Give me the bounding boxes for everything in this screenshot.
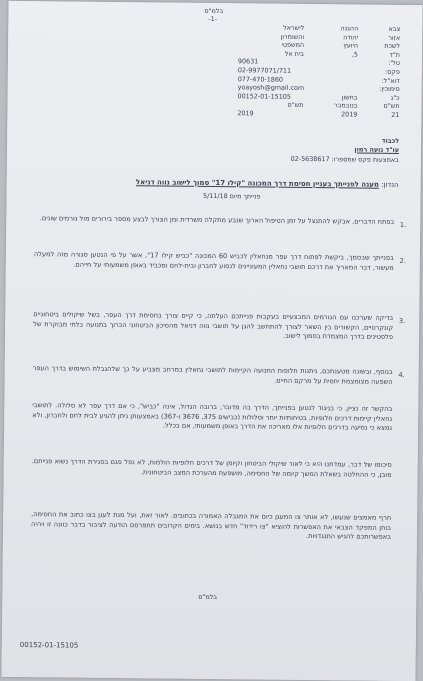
paragraph-4-cont-a: בהקשר זה נציין, כי בניגוד לנטען בפנייתך, הדרך בה מדובר, ברובה הגדול, אינה "כביש", כי אם דרך עפר לא סלולה. לתושבי נחאלין קיימות דרכים חלופיות, בטיחותיות יותר וסלולות (כבישים 375, 3676 ו-367) באמצעותן ניתן להגיע לבית לחם ולחברון, ולא נמצא כי נסיעה בדרכים חלופיות אלו מאריכה את הדרך באופן משמעותי, אם בכלל. — [32, 401, 393, 433]
footer-reference: 00152-01-15105 — [19, 641, 79, 650]
recipient-name: עו"ד נועה רמון — [354, 145, 400, 154]
page-marker: -1- — [208, 14, 218, 24]
paragraph-4: בנוסף, ובשונה מטענתכם, ניתנות חלופות התנועה הקיימות לתושבי נחאלין במרחב מצביע על כך שלהגבלת השימוש בדרך העפר השפעה מצומצמת יחסית על מרקם החיים. — [32, 364, 393, 386]
paragraph-4-cont-c: חרף מאמצים שנעשו, לא אותר צו המעגן כיום את המגבלה האמורה בכתובים. לאור זאת, ועל מנת לעגן בצו כתוב את החסימה, בוחן המפקד הצבאי את האפשרות להוציא "צו רידוד" חדש בנושא. בימים הקרובים תתפרסם הודעה לציבור בדבר כוונה זו ויהיה באפשרותכם להגיש התנגדויות. — [31, 510, 392, 542]
paragraph-3: בדיקה שערכנו עם הגורמים המבצעיים בעקבות פנייתכם העלתה, כי קיים צורך בחסימת דרך העפר, בשל שיקולים ביטחוניים קונקרטיים, הקשורים בין השאר לצורך להתחשב להגן על תושבי נווה דניאל מהסיכון הביטחוני הכרוך בתנועה בלתי מבוקרת של פלסטינים בדרך המצמדת בסמוך לישוב. — [33, 310, 394, 342]
letter-page — [1, 1, 422, 681]
classification-bottom: בלמ"ס — [198, 592, 218, 602]
paragraph-1-number: 1. — [399, 220, 407, 230]
paragraph-2-number: 2. — [399, 256, 406, 266]
paragraph-1: בפתח הדברים, אבקש להתנצל על זמן הטיפול הארוך שנבע מתקלה משרדית ומן הצורך לבצע מספר בירורים מול גורמים שונים. — [39, 214, 395, 226]
recipient-fax-number: 02-5638617 — [290, 154, 330, 164]
paragraph-4-cont-b: סיכומו של דבר, עמדתנו היא כי לאור שיקולי הביטחון וקיומן של דרכים חלופיות הולמות, לא נפל פגם בסגירת הדרך נשוא פנייתם. מובן, כי ההחלטה בשאלת המשך קיומה של החסימה, מושפעת מהערכת המצב הביטחונית. — [31, 457, 392, 479]
paragraph-2: בפנייתך שבסמך, ביקשת לפתוח דרך עפר מנחאלין לכביש 60 המכונה "כביש קילו 17", אשר על פי הנטען סגורה מזה למעלה מעשור, דבר המאריך את דרכם תושבי נחאלין המעוניינים לנסוע לחברון ובית-לחם ומכביד באופן משמעותי על חייהם. — [33, 250, 394, 272]
subject-line — [136, 178, 399, 189]
recipient-via-fax: באמצעות פקס שמספרו: 02-5638617 — [290, 154, 399, 164]
letterhead-col-3: לישראל והשומרון המשפטי בית אל 90631 02-9977071/711 077-470-1860 yoayosh@gmail.com 00152-01-15105 תש"ם 2019 — [237, 23, 305, 118]
subject-text: מענה לפנייתך בעניין חסימת דרך המכונה "קילו 17" סמוך לישוב נווה דניאל — [135, 178, 380, 189]
letterhead-col-2: ההגנה יהודה היועץ 5, בחשון בנובמבר 2019 — [334, 24, 359, 119]
subject-ref: פנייתך מיום 5/11/18 — [202, 191, 261, 201]
subject-label: הנדון: — [381, 180, 399, 189]
letterhead-col-1: צבא אזור לשכת ת"ד טל': פקס: דוא"ל: סימוכין: כ"ג תש"ם 21 — [379, 24, 401, 119]
classification-top: בלמ"ס — [204, 6, 224, 16]
paragraph-4-number: 4. — [398, 370, 405, 380]
recipient-to-label: לכבוד — [381, 136, 400, 145]
paragraph-3-number: 3. — [398, 316, 406, 326]
